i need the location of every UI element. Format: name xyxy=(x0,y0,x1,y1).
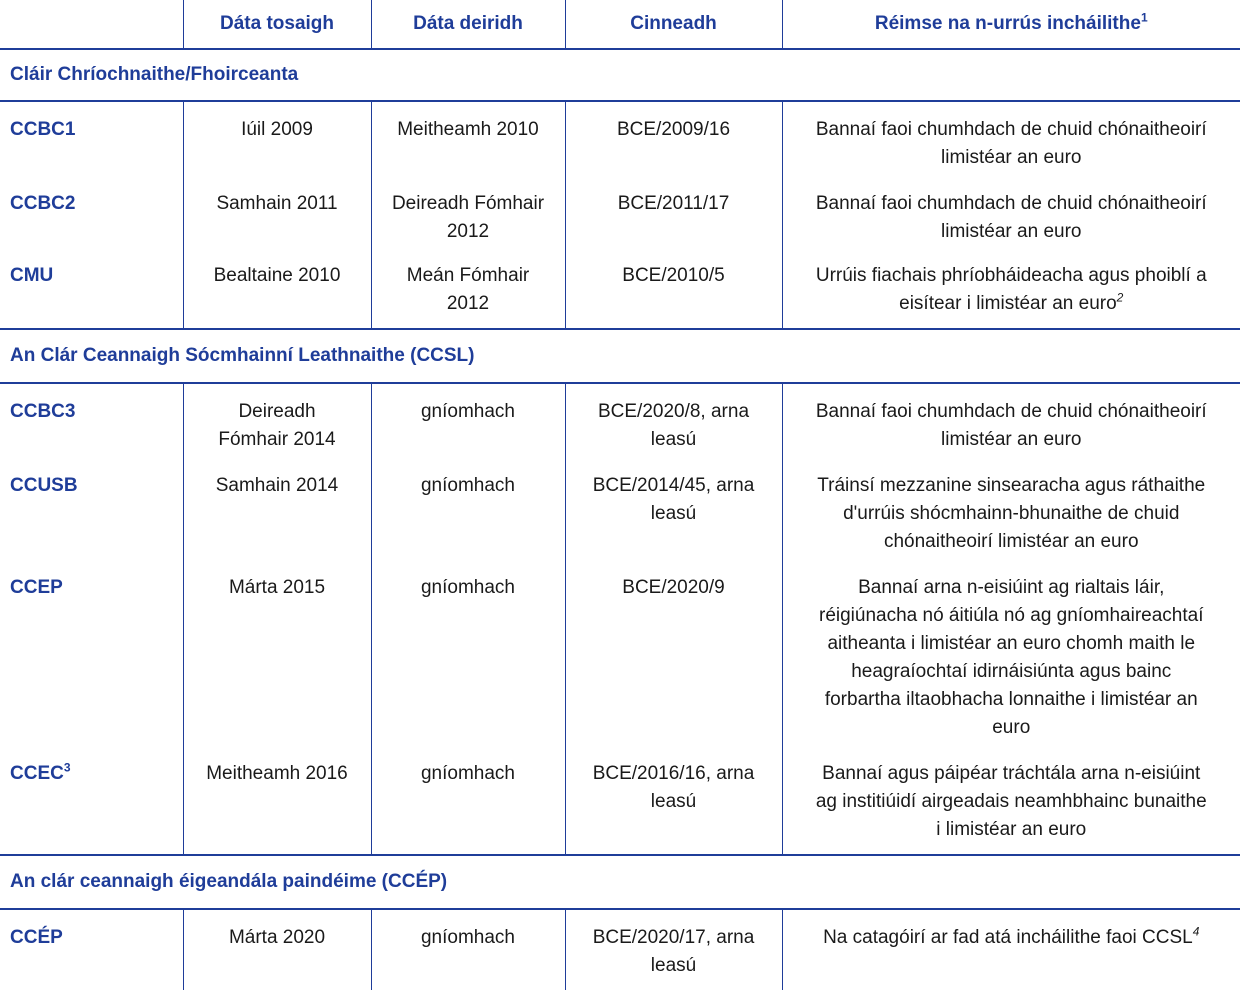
header-end-date: Dáta deiridh xyxy=(371,0,565,49)
eligible-securities xyxy=(782,252,1240,329)
section-title: An Clár Ceannaigh Sócmhainní Leathnaithe (CCSL) xyxy=(0,329,1240,383)
programme-name-text: CCBC3 xyxy=(10,401,76,422)
section-header-row xyxy=(0,49,1240,101)
footnote-marker: 3 xyxy=(63,760,71,775)
header-programme xyxy=(0,0,183,49)
start-date xyxy=(183,252,371,329)
cell-line: heagraíochtaí idirnáisiúnta agus bainc xyxy=(851,661,1172,682)
section-title: An clár ceannaigh éigeandála paindéime (CCÉP) xyxy=(0,855,1240,909)
cell-line: i limistéar an euro xyxy=(936,819,1087,840)
cell-line: Meán Fómhair xyxy=(406,265,530,286)
decision xyxy=(565,383,782,460)
cell-line: gníomhach xyxy=(420,401,515,422)
cell-line: BCE/2009/16 xyxy=(616,119,731,140)
cell-line: Samhain 2011 xyxy=(216,193,338,214)
programme-name-text: CCÉP xyxy=(10,927,63,948)
cell-line: Tráinsí mezzanine sinsearacha agus ráthaithe xyxy=(817,475,1206,496)
table-row xyxy=(0,101,1240,178)
cell-line: BCE/2020/17, arna xyxy=(592,927,755,948)
start-date xyxy=(183,748,371,855)
start-date xyxy=(183,101,371,178)
cell-line: d'urrúis shócmhainn-bhunaithe de chuid xyxy=(843,503,1180,524)
cell-line: Bannaí faoi chumhdach de chuid chónaitheoirí xyxy=(815,401,1207,422)
cell-line: eisítear i limistéar an euro xyxy=(899,293,1117,314)
table-row xyxy=(0,252,1240,329)
eligible-securities xyxy=(782,101,1240,178)
cell-line: BCE/2010/5 xyxy=(622,265,725,286)
cell-line: Bannaí agus páipéar tráchtála arna n-eisiúint xyxy=(822,763,1201,784)
table-row xyxy=(0,562,1240,748)
table-row xyxy=(0,178,1240,252)
cell-line: 2012 xyxy=(446,293,490,314)
end-date xyxy=(371,178,565,252)
header-decision: Cinneadh xyxy=(565,0,782,49)
table-row xyxy=(0,460,1240,562)
header-scope-label: Réimse na n-urrús incháilithe xyxy=(874,13,1141,34)
footnote-marker: 2 xyxy=(1116,290,1124,305)
end-date xyxy=(371,909,565,990)
cell-line: Márta 2015 xyxy=(228,577,326,598)
cell-line: gníomhach xyxy=(420,475,515,496)
cell-line: Fómhair 2014 xyxy=(218,429,336,450)
end-date xyxy=(371,460,565,562)
section-title: Cláir Chríochnaithe/Fhoirceanta xyxy=(0,49,1240,101)
cell-line: BCE/2020/9 xyxy=(622,577,725,598)
cell-line: euro xyxy=(992,717,1031,738)
table-row xyxy=(0,748,1240,855)
cell-line: Na catagóirí ar fad atá incháilithe faoi CCSL xyxy=(823,927,1193,948)
cell-line: BCE/2020/8, arna xyxy=(597,401,750,422)
cell-line: limistéar an euro xyxy=(941,147,1082,168)
programme-name xyxy=(0,562,183,748)
eligible-securities xyxy=(782,460,1240,562)
cell-line: BCE/2011/17 xyxy=(617,193,730,214)
header-scope xyxy=(782,0,1240,49)
end-date xyxy=(371,252,565,329)
cell-line: Deireadh xyxy=(238,401,316,422)
cell-line: Bannaí faoi chumhdach de chuid chónaitheoirí xyxy=(815,119,1207,140)
end-date xyxy=(371,748,565,855)
cell-line: gníomhach xyxy=(420,577,515,598)
programme-name xyxy=(0,252,183,329)
programme-name-text: CCEC xyxy=(10,763,64,784)
cell-line: limistéar an euro xyxy=(941,429,1082,450)
cell-line: gníomhach xyxy=(420,927,515,948)
programme-name-text: CCBC2 xyxy=(10,193,76,214)
cell-line: BCE/2014/45, arna xyxy=(592,475,755,496)
section-header-row xyxy=(0,855,1240,909)
decision xyxy=(565,101,782,178)
cell-line: Bannaí arna n-eisiúint ag rialtais láir, xyxy=(858,577,1165,598)
cell-line: 2012 xyxy=(446,221,490,242)
end-date xyxy=(371,383,565,460)
end-date xyxy=(371,562,565,748)
start-date xyxy=(183,460,371,562)
eligible-securities xyxy=(782,748,1240,855)
programme-name xyxy=(0,909,183,990)
cell-line: leasú xyxy=(650,429,697,450)
end-date xyxy=(371,101,565,178)
cell-line: Meitheamh 2010 xyxy=(397,119,539,140)
eligible-securities xyxy=(782,562,1240,748)
eligible-securities xyxy=(782,178,1240,252)
cell-line: leasú xyxy=(650,503,697,524)
cell-line: chónaitheoirí limistéar an euro xyxy=(883,531,1139,552)
programme-name-text: CCUSB xyxy=(10,475,78,496)
cell-line: forbartha iltaobhacha lonnaithe i limistéar an xyxy=(824,689,1198,710)
cell-line: Márta 2020 xyxy=(228,927,326,948)
programme-name-text: CCBC1 xyxy=(10,119,76,140)
table-row xyxy=(0,383,1240,460)
cell-line: BCE/2016/16, arna xyxy=(592,763,755,784)
section-header-row xyxy=(0,329,1240,383)
start-date xyxy=(183,383,371,460)
programme-name xyxy=(0,383,183,460)
start-date xyxy=(183,178,371,252)
start-date xyxy=(183,562,371,748)
header-row xyxy=(0,0,1240,49)
programme-name xyxy=(0,460,183,562)
programme-name-text: CMU xyxy=(10,265,54,286)
programme-name xyxy=(0,178,183,252)
cell-line: aitheanta i limistéar an euro chomh maith le xyxy=(827,633,1196,654)
cell-line: Bealtaine 2010 xyxy=(213,265,341,286)
footnote-marker: 4 xyxy=(1192,924,1200,939)
programme-name xyxy=(0,101,183,178)
programme-name xyxy=(0,748,183,855)
decision xyxy=(565,748,782,855)
cell-line: Iúil 2009 xyxy=(241,119,313,140)
decision xyxy=(565,252,782,329)
start-date xyxy=(183,909,371,990)
decision xyxy=(565,460,782,562)
header-start-date: Dáta tosaigh xyxy=(183,0,371,49)
cell-line: gníomhach xyxy=(420,763,515,784)
cell-line: Samhain 2014 xyxy=(215,475,339,496)
cell-line: Deireadh Fómhair xyxy=(391,193,545,214)
cell-line: Bannaí faoi chumhdach de chuid chónaitheoirí xyxy=(815,193,1207,214)
cell-line: Urrúis fiachais phríobháideacha agus phoiblí a xyxy=(815,265,1207,286)
cell-line: réigiúnacha nó áitiúla nó ag gníomhaireachtaí xyxy=(819,605,1204,626)
decision xyxy=(565,909,782,990)
cell-line: leasú xyxy=(650,955,697,976)
decision xyxy=(565,178,782,252)
cell-line: ag institiúidí airgeadais neamhbhainc bunaithe xyxy=(815,791,1207,812)
eligible-securities xyxy=(782,383,1240,460)
table-row xyxy=(0,909,1240,990)
decision xyxy=(565,562,782,748)
cell-line: Meitheamh 2016 xyxy=(206,763,348,784)
cell-line: leasú xyxy=(650,791,697,812)
programme-name-text: CCEP xyxy=(10,577,63,598)
footnote-marker: 1 xyxy=(1140,10,1148,25)
cell-line: limistéar an euro xyxy=(941,221,1082,242)
eligible-securities xyxy=(782,909,1240,990)
